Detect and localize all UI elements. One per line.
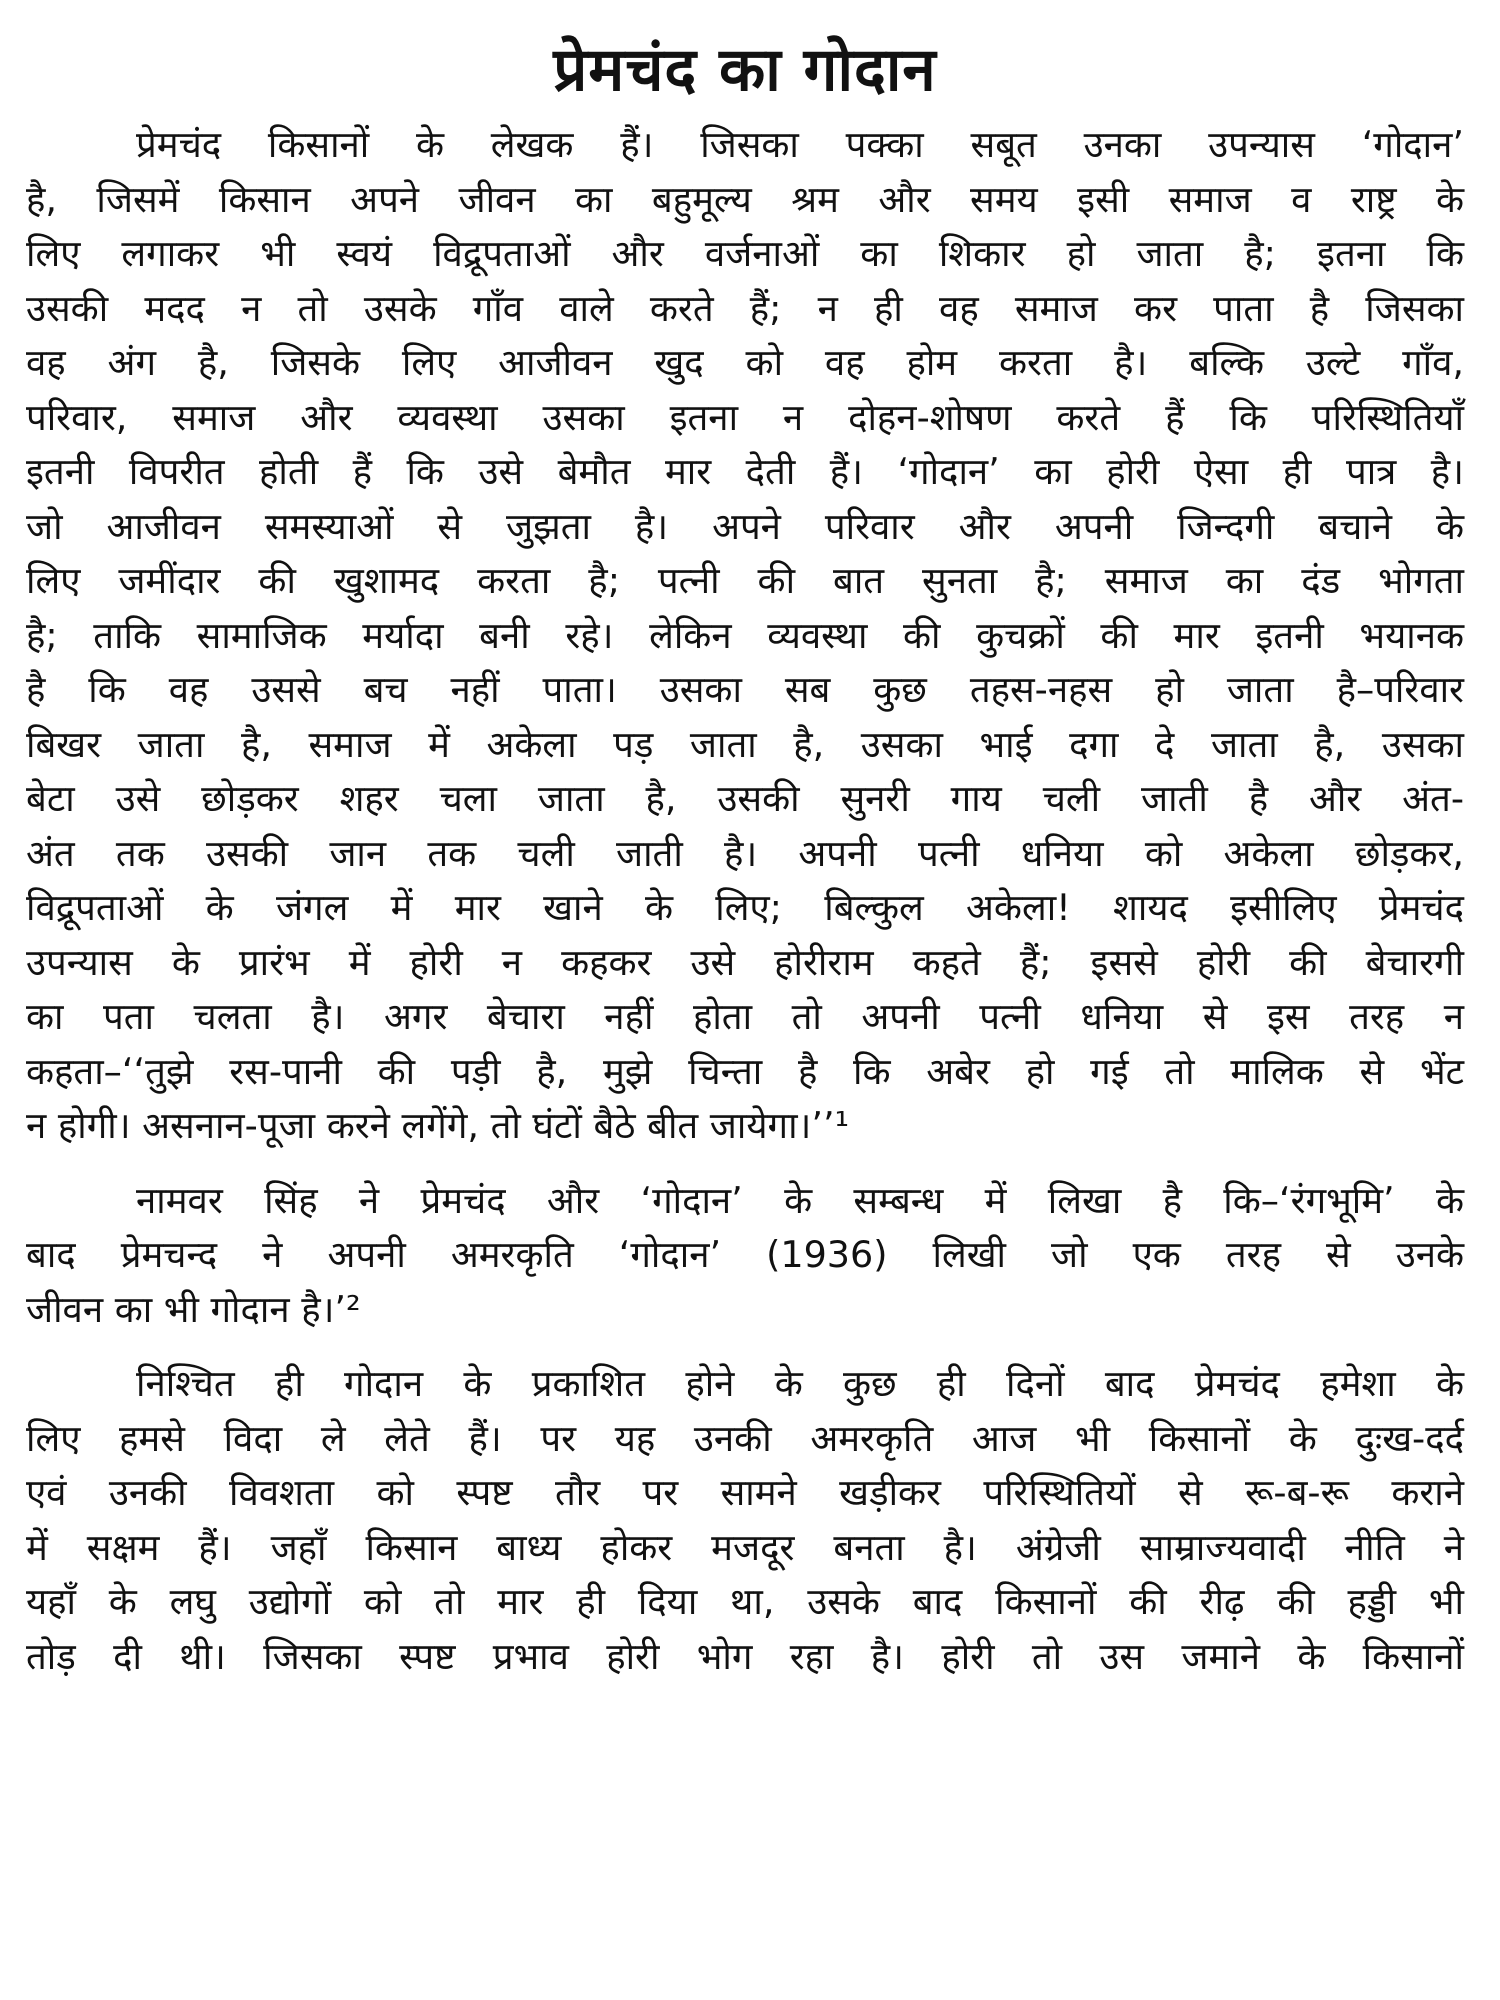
text-line: लिए हमसे विदा ले लेते हैं। पर यह उनकी अमरकृति आज भी किसानों के दुःख-दर्द (26, 1416, 1464, 1460)
text-line: अंत तक उसकी जान तक चली जाती है। अपनी पत्नी धनिया को अकेला छोड़कर, (26, 831, 1464, 875)
text-line: बाद प्रेमचन्द ने अपनी अमरकृति ‘गोदान’ (1936) लिखी जो एक तरह से उनके (26, 1233, 1464, 1276)
paragraph-1 (26, 118, 1464, 1154)
text-line: निश्चित ही गोदान के प्रकाशित होने के कुछ ही दिनों बाद प्रेमचंद हमेशा के (136, 1362, 1464, 1405)
text-line: परिवार, समाज और व्यवस्था उसका इतना न दोहन-शोषण करते हैं कि परिस्थितियाँ (26, 395, 1464, 439)
text-line: तोड़ दी थी। जिसका स्पष्ट प्रभाव होरी भोग रहा है। होरी तो उस जमाने के किसानों (26, 1634, 1464, 1678)
text-line: न होगी। असनान-पूजा करने लगेंगे, तो घंटों बैठे बीत जायेगा।’’¹ (26, 1104, 850, 1147)
text-line: बिखर जाता है, समाज में अकेला पड़ जाता है, उसका भाई दगा दे जाता है, उसका (26, 722, 1464, 766)
text-line: है कि वह उससे बच नहीं पाता। उसका सब कुछ तहस-नहस हो जाता है–परिवार (26, 668, 1464, 711)
text-line: लिए जमींदार की खुशामद करता है; पत्नी की बात सुनता है; समाज का दंड भोगता (26, 559, 1464, 602)
text-line: कहता–‘‘तुझे रस-पानी की पड़ी है, मुझे चिन्ता है कि अबेर हो गई तो मालिक से भेंट (26, 1049, 1464, 1093)
paragraph-3 (26, 1357, 1464, 1684)
text-line: लिए लगाकर भी स्वयं विद्रूपताओं और वर्जनाओं का शिकार हो जाता है; इतना कि (26, 232, 1464, 275)
paragraph-2 (26, 1174, 1464, 1338)
text-line: यहाँ के लघु उद्योगों को तो मार ही दिया था, उसके बाद किसानों की रीढ़ की हड्डी भी (26, 1580, 1464, 1623)
text-line: जो आजीवन समस्याओं से जुझता है। अपने परिवार और अपनी जिन्दगी बचाने के (26, 504, 1464, 548)
text-line: इतनी विपरीत होती हैं कि उसे बेमौत मार देती हैं। ‘गोदान’ का होरी ऐसा ही पात्र है। (26, 450, 1464, 493)
text-line: उसकी मदद न तो उसके गाँव वाले करते हैं; न ही वह समाज कर पाता है जिसका (26, 286, 1464, 330)
text-line: में सक्षम हैं। जहाँ किसान बाध्य होकर मजदूर बनता है। अंग्रेजी साम्राज्यवादी नीति ने (26, 1525, 1464, 1569)
text-line: का पता चलता है। अगर बेचारा नहीं होता तो अपनी पत्नी धनिया से इस तरह न (26, 995, 1464, 1038)
text-line: बेटा उसे छोड़कर शहर चला जाता है, उसकी सुनरी गाय चली जाती है और अंत- (26, 777, 1464, 820)
text-line: वह अंग है, जिसके लिए आजीवन खुद को वह होम करता है। बल्कि उल्टे गाँव, (26, 341, 1464, 384)
text-line: है; ताकि सामाजिक मर्यादा बनी रहे। लेकिन व्यवस्था की कुचक्रों की मार इतनी भयानक (26, 613, 1464, 657)
text-line: नामवर सिंह ने प्रेमचंद और ‘गोदान’ के सम्बन्ध में लिखा है कि–‘रंगभूमि’ के (136, 1178, 1464, 1222)
text-line: प्रेमचंद किसानों के लेखक हैं। जिसका पक्का सबूत उनका उपन्यास ‘गोदान’ (136, 123, 1464, 166)
page-title: प्रेमचंद का गोदान (553, 35, 937, 105)
text-line: एवं उनकी विवशता को स्पष्ट तौर पर सामने खड़ीकर परिस्थितियों से रू-ब-रू कराने (26, 1471, 1464, 1514)
text-line: विद्रूपताओं के जंगल में मार खाने के लिए; बिल्कुल अकेला! शायद इसीलिए प्रेमचंद (26, 886, 1464, 929)
text-line: उपन्यास के प्रारंभ में होरी न कहकर उसे होरीराम कहते हैं; इससे होरी की बेचारगी (26, 940, 1464, 984)
text-line: जीवन का भी गोदान है।’² (26, 1287, 361, 1331)
text-line: है, जिसमें किसान अपने जीवन का बहुमूल्य श्रम और समय इसी समाज व राष्ट्र के (26, 177, 1464, 221)
